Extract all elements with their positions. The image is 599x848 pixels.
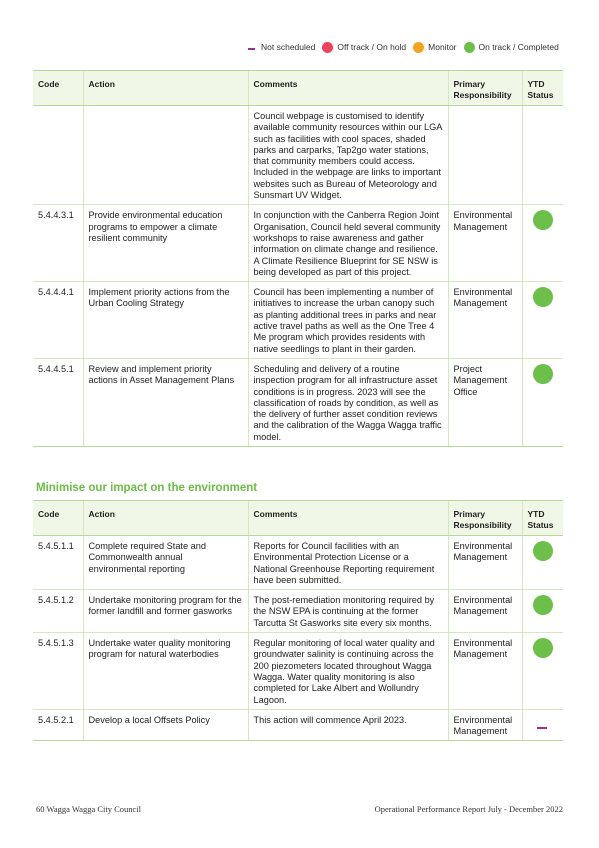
header-code: Code [33, 501, 83, 536]
cell-status [522, 536, 563, 590]
on-track-status-icon [533, 287, 553, 307]
section-heading: Minimise our impact on the environment [36, 482, 258, 494]
legend-label: Monitor [428, 42, 457, 52]
cell-action: Undertake water quality monitoring program for natural waterbodies [83, 633, 248, 710]
on-track-status-icon [533, 364, 553, 384]
off-track-dot-icon [322, 42, 333, 53]
cell-action [83, 106, 248, 205]
cell-responsibility: Environmental Management [448, 633, 522, 710]
header-code: Code [33, 71, 83, 106]
legend-on-track [464, 42, 559, 53]
cell-comments: Reports for Council facilities with an Environmental Protection License or a National Greenhouse Reporting requirement have been submitted. [248, 536, 448, 590]
table-row [33, 106, 563, 205]
monitor-dot-icon [413, 42, 424, 53]
legend-off-track [322, 42, 406, 53]
on-track-dot-icon [464, 42, 475, 53]
table-row [33, 205, 563, 282]
cell-comments: Council webpage is customised to identify available community resources within our LGA such as facilities with cool spaces, shaded parks and carparks, Tap2go water stations, that community members could access. Included in the webpage are links to important websites such as Bureau of Meteorology and Sunsmart UV Widget. [248, 106, 448, 205]
table-row [33, 590, 563, 633]
footer-page-info: 60 Wagga Wagga City Council [36, 804, 142, 814]
table-row [33, 633, 563, 710]
table-row [33, 536, 563, 590]
cell-status [522, 106, 563, 205]
cell-status [522, 590, 563, 633]
table-header-row [33, 71, 563, 106]
cell-status [522, 205, 563, 282]
cell-code: 5.4.4.5.1 [33, 358, 83, 446]
on-track-status-icon [533, 595, 553, 615]
cell-comments: Scheduling and delivery of a routine inspection program for all infrastructure asset conditions is in progress. 2023 will see the classification of roads by condition, as well as the delivery of further asset condition reviews and the calibration of the Wagga Wagga traffic model. [248, 358, 448, 446]
cell-responsibility: Environmental Management [448, 590, 522, 633]
cell-code [33, 106, 83, 205]
table-row [33, 358, 563, 446]
header-responsibility: Primary Responsibility [448, 501, 522, 536]
header-status: YTD Status [522, 71, 563, 106]
cell-comments: Council has been implementing a number of initiatives to increase the urban canopy such as planting additional trees in parks and near active travel paths as well as the One Tree 4 Me program which provides residents with native seedlings to plant in their garden. [248, 282, 448, 359]
cell-comments: In conjunction with the Canberra Region Joint Organisation, Council held several community workshops to raise awareness and gather information on climate change and resilience. A Climate Resilience Blueprint for SE NSW is being developed as part of this project. [248, 205, 448, 282]
cell-action: Develop a local Offsets Policy [83, 709, 248, 741]
cell-action: Complete required State and Commonwealth annual environmental reporting [83, 536, 248, 590]
cell-responsibility: Environmental Management [448, 205, 522, 282]
not-scheduled-dash-icon [248, 48, 255, 50]
cell-code: 5.4.5.1.2 [33, 590, 83, 633]
on-track-status-icon [533, 638, 553, 658]
table-row [33, 709, 563, 741]
cell-action: Undertake monitoring program for the former landfill and former gasworks [83, 590, 248, 633]
cell-status [522, 358, 563, 446]
cell-code: 5.4.4.4.1 [33, 282, 83, 359]
cell-comments: Regular monitoring of local water quality and groundwater salinity is continuing across the 200 piezometers located throughout Wagga Wagga. Water quality monitoring is also completed for Lake Albert and Wollundry Lagoon. [248, 633, 448, 710]
on-track-status-icon [533, 210, 553, 230]
footer-report-title: Operational Performance Report July - December 2022 [374, 804, 563, 814]
cell-status [522, 633, 563, 710]
legend-label: Off track / On hold [337, 42, 407, 52]
legend-label: On track / Completed [478, 42, 559, 52]
cell-action: Provide environmental education programs to empower a climate resilient community [83, 205, 248, 282]
header-comments: Comments [248, 501, 448, 536]
header-status: YTD Status [522, 501, 563, 536]
header-action: Action [83, 71, 248, 106]
cell-code: 5.4.5.1.1 [33, 536, 83, 590]
cell-comments: The post-remediation monitoring required by the NSW EPA is continuing at the former Tarcutta St Gasworks site every six months. [248, 590, 448, 633]
legend-monitor [413, 42, 456, 53]
on-track-status-icon [533, 541, 553, 561]
table-header-row [33, 501, 563, 536]
cell-responsibility: Environmental Management [448, 536, 522, 590]
cell-action: Implement priority actions from the Urban Cooling Strategy [83, 282, 248, 359]
legend-label: Not scheduled [261, 42, 316, 52]
header-comments: Comments [248, 71, 448, 106]
not-scheduled-status-icon [537, 727, 547, 729]
cell-code: 5.4.5.1.3 [33, 633, 83, 710]
header-action: Action [83, 501, 248, 536]
cell-responsibility: Project Management Office [448, 358, 522, 446]
cell-status [522, 709, 563, 741]
cell-responsibility [448, 106, 522, 205]
header-responsibility: Primary Responsibility [448, 71, 522, 106]
legend-not-scheduled [248, 42, 315, 52]
cell-code: 5.4.4.3.1 [33, 205, 83, 282]
table-row [33, 282, 563, 359]
actions-table-2 [33, 500, 563, 741]
cell-status [522, 282, 563, 359]
cell-action: Review and implement priority actions in Asset Management Plans [83, 358, 248, 446]
cell-code: 5.4.5.2.1 [33, 709, 83, 741]
actions-table-1 [33, 70, 563, 447]
status-legend [248, 40, 566, 54]
cell-responsibility: Environmental Management [448, 709, 522, 741]
cell-responsibility: Environmental Management [448, 282, 522, 359]
cell-comments: This action will commence April 2023. [248, 709, 448, 741]
